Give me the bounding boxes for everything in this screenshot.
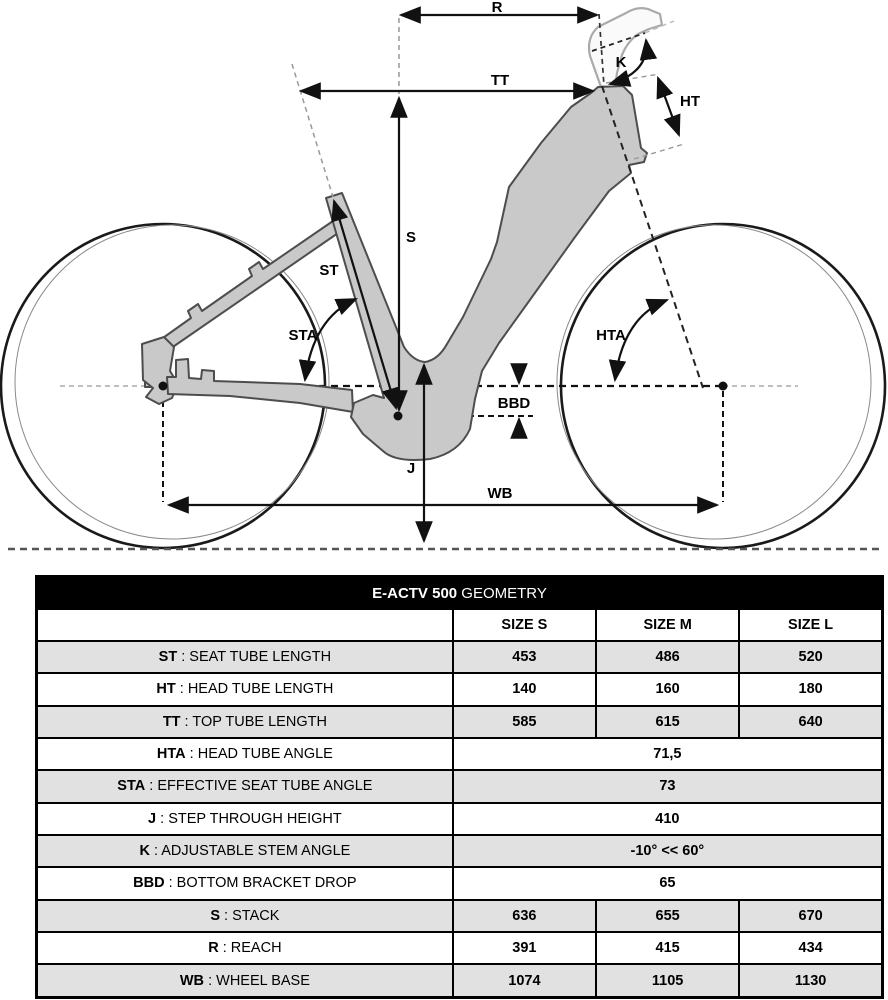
table-title-row	[37, 577, 883, 610]
stem-angle-label: K	[615, 54, 627, 71]
seattube-label: ST	[319, 262, 339, 279]
table-row	[37, 738, 883, 770]
row-value: 640	[739, 706, 882, 738]
row-value: 160	[596, 673, 739, 705]
column-header-size-s: SIZE S	[453, 609, 596, 641]
headtube-label: HT	[680, 93, 700, 110]
row-value: 73	[453, 770, 883, 802]
table-row	[37, 706, 883, 738]
row-value: 1105	[596, 964, 739, 997]
row-value: 434	[739, 932, 882, 964]
row-value: 391	[453, 932, 596, 964]
row-label: TT : TOP TUBE LENGTH	[37, 706, 453, 738]
reach-label: R	[491, 0, 503, 16]
row-value: 1130	[739, 964, 882, 997]
headtube-arrow	[658, 78, 679, 135]
main-frame-body	[326, 86, 647, 460]
row-value: 140	[453, 673, 596, 705]
table-header-row	[37, 609, 883, 641]
table-row	[37, 770, 883, 802]
seat-axis-extension-dashed	[292, 64, 333, 197]
stepthrough-label: J	[406, 460, 416, 477]
row-label: BBD : BOTTOM BRACKET DROP	[37, 867, 453, 899]
front-rim-circle	[557, 225, 871, 539]
row-value: 585	[453, 706, 596, 738]
row-label: K : ADJUSTABLE STEM ANGLE	[37, 835, 453, 867]
row-value: 486	[596, 641, 739, 673]
rear-axle-dot	[159, 382, 168, 391]
row-label: HT : HEAD TUBE LENGTH	[37, 673, 453, 705]
corner-cell	[37, 609, 453, 641]
row-label: R : REACH	[37, 932, 453, 964]
column-header-size-l: SIZE L	[739, 609, 882, 641]
row-value: 71,5	[453, 738, 883, 770]
row-value: -10° << 60°	[453, 835, 883, 867]
row-value: 415	[596, 932, 739, 964]
row-label: ST : SEAT TUBE LENGTH	[37, 641, 453, 673]
row-value: 655	[596, 900, 739, 932]
row-value: 65	[453, 867, 883, 899]
row-value: 520	[739, 641, 882, 673]
column-header-size-m: SIZE M	[596, 609, 739, 641]
geometry-table	[35, 575, 884, 999]
row-value: 180	[739, 673, 882, 705]
table-row	[37, 900, 883, 932]
table-row	[37, 835, 883, 867]
row-label: HTA : HEAD TUBE ANGLE	[37, 738, 453, 770]
table-title	[37, 577, 883, 610]
row-value: 636	[453, 900, 596, 932]
row-value: 1074	[453, 964, 596, 997]
table-title-suffix: GEOMETRY	[457, 584, 547, 602]
table-row	[37, 803, 883, 835]
geometry-table-body	[37, 641, 883, 998]
bb-drop-label: BBD	[497, 395, 531, 412]
row-label: J : STEP THROUGH HEIGHT	[37, 803, 453, 835]
bottom-bracket-dot	[394, 412, 403, 421]
table-row	[37, 673, 883, 705]
seattube-angle-label: STA	[288, 327, 318, 344]
front-axle-dot	[719, 382, 728, 391]
table-row	[37, 867, 883, 899]
toptube-label: TT	[490, 72, 510, 89]
row-value: 615	[596, 706, 739, 738]
table-row	[37, 932, 883, 964]
table-title-model: E-ACTV 500	[372, 584, 458, 602]
table-row	[37, 964, 883, 997]
wheelbase-label: WB	[487, 485, 513, 502]
row-value: 453	[453, 641, 596, 673]
row-label: WB : WHEEL BASE	[37, 964, 453, 997]
row-label: STA : EFFECTIVE SEAT TUBE ANGLE	[37, 770, 453, 802]
row-value: 410	[453, 803, 883, 835]
row-label: S : STACK	[37, 900, 453, 932]
row-value: 670	[739, 900, 882, 932]
headtube-angle-label: HTA	[596, 327, 626, 344]
table-row	[37, 641, 883, 673]
stack-label: S	[406, 229, 417, 246]
